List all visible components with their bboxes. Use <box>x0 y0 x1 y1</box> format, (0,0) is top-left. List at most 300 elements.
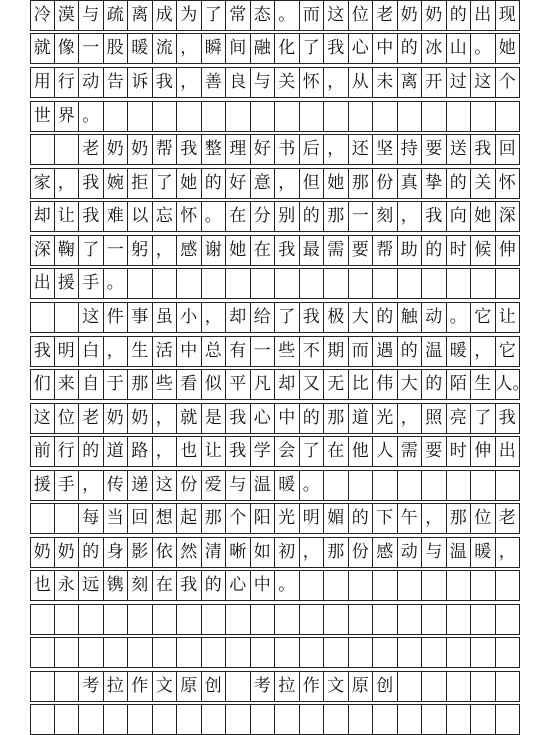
grid-cell: 刻 <box>373 201 398 232</box>
grid-cell: 初 <box>275 537 300 568</box>
grid-cell: 温 <box>447 537 472 568</box>
grid-cell: 这 <box>153 470 178 501</box>
grid-cell: 有 <box>226 336 251 367</box>
grid-cell <box>422 268 447 299</box>
grid-row <box>30 101 520 132</box>
grid-row <box>30 403 520 434</box>
grid-cell <box>177 604 202 635</box>
grid-cell: 原 <box>177 671 202 702</box>
grid-cell: 那 <box>324 201 349 232</box>
grid-cell: 生 <box>128 336 153 367</box>
grid-cell: 一 <box>251 336 276 367</box>
grid-cell <box>55 637 80 668</box>
grid-cell <box>349 704 374 735</box>
grid-cell: 创 <box>373 671 398 702</box>
grid-cell: 暖 <box>471 537 496 568</box>
grid-cell <box>422 604 447 635</box>
grid-cell: 人 <box>373 436 398 467</box>
grid-cell: 融 <box>251 33 276 64</box>
grid-cell <box>422 101 447 132</box>
grid-cell: 陌 <box>447 369 472 400</box>
grid-cell: 位 <box>55 403 80 434</box>
grid-cell: 我 <box>79 168 104 199</box>
grid-cell <box>251 268 276 299</box>
grid-cell: 当 <box>104 503 129 534</box>
grid-cell: 永 <box>55 570 80 601</box>
grid-cell: 关 <box>275 67 300 98</box>
grid-cell <box>55 604 80 635</box>
grid-cell: 回 <box>496 134 521 165</box>
grid-cell: 们 <box>30 369 55 400</box>
grid-cell: 温 <box>251 470 276 501</box>
grid-row <box>30 302 520 333</box>
grid-cell <box>153 268 178 299</box>
grid-cell <box>202 268 227 299</box>
grid-cell: 暖 <box>128 33 153 64</box>
grid-cell: 。 <box>104 268 129 299</box>
grid-cell <box>30 503 55 534</box>
grid-cell <box>471 604 496 635</box>
grid-cell: 我 <box>275 235 300 266</box>
grid-cell: 些 <box>153 369 178 400</box>
grid-cell <box>447 470 472 501</box>
grid-cell: 比 <box>349 369 374 400</box>
grid-cell: 中 <box>251 570 276 601</box>
grid-cell: 现 <box>496 0 521 31</box>
grid-row <box>30 67 520 98</box>
grid-cell: 传 <box>104 470 129 501</box>
grid-cell: 身 <box>104 537 129 568</box>
grid-cell <box>79 704 104 735</box>
grid-cell: 那 <box>202 503 227 534</box>
grid-cell: 帮 <box>373 235 398 266</box>
grid-cell <box>300 637 325 668</box>
grid-cell <box>251 637 276 668</box>
grid-cell <box>471 101 496 132</box>
grid-cell: 了 <box>202 0 227 31</box>
grid-cell <box>177 704 202 735</box>
grid-cell: 要 <box>422 134 447 165</box>
grid-cell <box>471 704 496 735</box>
grid-cell: 我 <box>153 67 178 98</box>
grid-row <box>30 168 520 199</box>
grid-cell: 明 <box>55 336 80 367</box>
grid-cell: 的 <box>79 436 104 467</box>
grid-cell: 依 <box>153 537 178 568</box>
grid-cell <box>202 101 227 132</box>
grid-cell: 于 <box>104 369 129 400</box>
grid-cell: 。 <box>300 470 325 501</box>
grid-cell: 一 <box>79 33 104 64</box>
grid-cell <box>177 268 202 299</box>
grid-cell <box>324 470 349 501</box>
grid-cell: 。 <box>275 570 300 601</box>
grid-cell <box>349 570 374 601</box>
grid-cell: ， <box>202 302 227 333</box>
grid-cell: 活 <box>153 336 178 367</box>
grid-cell <box>422 637 447 668</box>
grid-cell: 晰 <box>226 537 251 568</box>
grid-cell: 我 <box>177 570 202 601</box>
grid-cell: 分 <box>251 201 276 232</box>
grid-cell: 的 <box>422 369 447 400</box>
grid-cell <box>300 604 325 635</box>
grid-cell: 又 <box>300 369 325 400</box>
grid-cell: 我 <box>177 134 202 165</box>
grid-cell: 未 <box>373 67 398 98</box>
grid-cell: 路 <box>128 436 153 467</box>
grid-cell: 人。 <box>496 369 521 400</box>
grid-cell <box>177 101 202 132</box>
grid-cell: 过 <box>447 67 472 98</box>
grid-cell: 想 <box>153 503 178 534</box>
grid-cell: 而 <box>300 0 325 31</box>
grid-cell <box>373 101 398 132</box>
grid-cell <box>30 704 55 735</box>
grid-cell: 老 <box>373 0 398 31</box>
grid-cell <box>324 570 349 601</box>
grid-cell: 原 <box>349 671 374 702</box>
grid-cell <box>153 637 178 668</box>
grid-cell <box>275 268 300 299</box>
grid-cell <box>324 704 349 735</box>
grid-cell <box>104 604 129 635</box>
grid-cell: 明 <box>300 503 325 534</box>
grid-cell: 后 <box>300 134 325 165</box>
grid-cell <box>422 570 447 601</box>
grid-cell: 触 <box>398 302 423 333</box>
grid-cell <box>128 604 153 635</box>
grid-row <box>30 369 530 400</box>
grid-cell: 奶 <box>104 134 129 165</box>
grid-cell <box>104 637 129 668</box>
grid-cell: 而 <box>349 336 374 367</box>
grid-cell: 递 <box>128 470 153 501</box>
grid-cell: 要 <box>349 235 374 266</box>
grid-cell: 了 <box>79 235 104 266</box>
grid-cell: ， <box>153 436 178 467</box>
grid-cell <box>128 704 153 735</box>
grid-cell: 拉 <box>104 671 129 702</box>
grid-cell: 动 <box>422 302 447 333</box>
grid-cell: 回 <box>128 503 153 534</box>
grid-cell: 。 <box>202 201 227 232</box>
grid-cell: 媚 <box>324 503 349 534</box>
grid-cell: 极 <box>324 302 349 333</box>
grid-cell: 间 <box>226 33 251 64</box>
grid-cell: 。 <box>447 302 472 333</box>
grid-cell: ， <box>398 201 423 232</box>
grid-cell: 漠 <box>55 0 80 31</box>
grid-cell: 出 <box>30 268 55 299</box>
grid-cell <box>422 671 447 702</box>
grid-cell: 平 <box>226 369 251 400</box>
grid-row <box>30 570 520 601</box>
grid-cell <box>324 268 349 299</box>
grid-cell: 看 <box>177 369 202 400</box>
grid-cell: 真 <box>398 168 423 199</box>
grid-row <box>30 637 520 668</box>
grid-cell: 照 <box>422 403 447 434</box>
grid-cell: 良 <box>226 67 251 98</box>
grid-cell <box>471 470 496 501</box>
grid-cell: 份 <box>349 537 374 568</box>
grid-cell: 需 <box>324 235 349 266</box>
grid-cell: 别 <box>275 201 300 232</box>
grid-cell: 温 <box>422 336 447 367</box>
grid-cell: 坚 <box>373 134 398 165</box>
grid-cell: 前 <box>30 436 55 467</box>
grid-cell <box>471 637 496 668</box>
grid-cell: 与 <box>226 470 251 501</box>
grid-cell: ， <box>324 67 349 98</box>
grid-cell: 行 <box>55 67 80 98</box>
grid-cell <box>300 704 325 735</box>
grid-cell: 态 <box>251 0 276 31</box>
grid-cell: 这 <box>79 302 104 333</box>
grid-cell: 的 <box>398 33 423 64</box>
grid-cell: 要 <box>422 436 447 467</box>
grid-cell: 自 <box>79 369 104 400</box>
grid-cell: 的 <box>202 168 227 199</box>
grid-cell: 她 <box>471 201 496 232</box>
grid-cell: 。 <box>471 33 496 64</box>
grid-cell: 了 <box>471 403 496 434</box>
grid-cell: 界 <box>55 101 80 132</box>
grid-cell: 意 <box>251 168 276 199</box>
grid-cell: 谢 <box>202 235 227 266</box>
grid-cell: 不 <box>300 336 325 367</box>
grid-cell: 怀 <box>177 201 202 232</box>
grid-cell: 老 <box>496 503 521 534</box>
grid-cell: 镌 <box>104 570 129 601</box>
grid-cell <box>496 570 521 601</box>
grid-cell <box>226 101 251 132</box>
grid-cell: 创 <box>202 671 227 702</box>
grid-cell: 影 <box>128 537 153 568</box>
grid-row <box>30 604 520 635</box>
grid-cell: 我 <box>226 403 251 434</box>
grid-cell <box>496 604 521 635</box>
grid-cell: 怀 <box>300 67 325 98</box>
grid-cell: 在 <box>251 235 276 266</box>
grid-cell: 的 <box>79 537 104 568</box>
grid-cell <box>447 268 472 299</box>
grid-cell: 让 <box>496 302 521 333</box>
grid-cell: 却 <box>30 201 55 232</box>
grid-cell: 与 <box>251 67 276 98</box>
grid-cell: 感 <box>177 235 202 266</box>
grid-cell: 来 <box>55 369 80 400</box>
grid-row <box>30 503 520 534</box>
grid-cell <box>349 470 374 501</box>
grid-cell <box>226 268 251 299</box>
grid-cell: 的 <box>349 503 374 534</box>
grid-cell: 怀 <box>496 168 521 199</box>
grid-cell: 了 <box>153 168 178 199</box>
grid-cell <box>447 101 472 132</box>
grid-cell: 在 <box>153 570 178 601</box>
grid-cell: 似 <box>202 369 227 400</box>
grid-cell <box>398 268 423 299</box>
grid-cell <box>496 671 521 702</box>
grid-cell: 件 <box>104 302 129 333</box>
grid-cell: 心 <box>349 33 374 64</box>
grid-cell: 道 <box>104 436 129 467</box>
grid-cell: 她 <box>226 235 251 266</box>
grid-cell: 她 <box>177 168 202 199</box>
grid-cell: 老 <box>79 134 104 165</box>
grid-cell: 大 <box>398 369 423 400</box>
grid-cell: 也 <box>30 570 55 601</box>
grid-cell: 候 <box>471 235 496 266</box>
grid-cell: 的 <box>300 403 325 434</box>
grid-cell: 位 <box>471 503 496 534</box>
grid-cell: 凡 <box>251 369 276 400</box>
grid-cell: 我 <box>496 403 521 434</box>
grid-cell: 她 <box>496 33 521 64</box>
grid-cell: 让 <box>55 201 80 232</box>
grid-cell: 冰 <box>422 33 447 64</box>
grid-cell <box>447 637 472 668</box>
grid-cell <box>324 101 349 132</box>
grid-cell: 让 <box>202 436 227 467</box>
grid-cell: 光 <box>373 403 398 434</box>
grid-cell: 奶 <box>55 537 80 568</box>
grid-cell: 最 <box>300 235 325 266</box>
grid-cell: ， <box>398 403 423 434</box>
grid-cell <box>128 101 153 132</box>
grid-cell: ， <box>471 336 496 367</box>
grid-cell: 以 <box>128 201 153 232</box>
grid-cell: 中 <box>275 403 300 434</box>
grid-cell: 持 <box>398 134 423 165</box>
grid-cell: 奶 <box>128 134 153 165</box>
grid-cell: 却 <box>275 369 300 400</box>
grid-cell: 下 <box>373 503 398 534</box>
grid-cell: 那 <box>324 537 349 568</box>
grid-cell: ， <box>153 403 178 434</box>
grid-cell: 疏 <box>104 0 129 31</box>
grid-cell: 中 <box>373 33 398 64</box>
grid-cell: 无 <box>324 369 349 400</box>
grid-cell <box>373 268 398 299</box>
grid-cell: 刻 <box>128 570 153 601</box>
grid-cell: 个 <box>226 503 251 534</box>
grid-cell <box>251 704 276 735</box>
grid-cell: 了 <box>300 436 325 467</box>
grid-cell: 流 <box>153 33 178 64</box>
grid-cell <box>471 268 496 299</box>
grid-cell <box>447 604 472 635</box>
grid-cell <box>30 302 55 333</box>
grid-cell: 拒 <box>128 168 153 199</box>
grid-row <box>30 671 520 702</box>
grid-cell <box>202 704 227 735</box>
grid-cell: 的 <box>447 0 472 31</box>
grid-cell: 就 <box>30 33 55 64</box>
grid-cell: 行 <box>55 436 80 467</box>
grid-row <box>30 201 520 232</box>
grid-cell <box>30 637 55 668</box>
grid-cell: 与 <box>422 537 447 568</box>
grid-cell <box>202 604 227 635</box>
grid-cell: 中 <box>177 336 202 367</box>
grid-cell: 感 <box>373 537 398 568</box>
grid-cell: 深 <box>496 201 521 232</box>
grid-cell <box>349 101 374 132</box>
grid-cell: 拉 <box>275 671 300 702</box>
grid-cell: 那 <box>349 168 374 199</box>
grid-cell <box>79 604 104 635</box>
grid-row <box>30 336 520 367</box>
grid-cell <box>300 101 325 132</box>
grid-cell <box>300 268 325 299</box>
grid-cell: 如 <box>251 537 276 568</box>
grid-cell: 却 <box>226 302 251 333</box>
grid-cell <box>398 101 423 132</box>
grid-cell: ， <box>104 336 129 367</box>
grid-row <box>30 33 520 64</box>
grid-cell <box>226 637 251 668</box>
grid-cell: 关 <box>471 168 496 199</box>
grid-cell: 白 <box>79 336 104 367</box>
grid-cell: 我 <box>226 436 251 467</box>
grid-cell: 远 <box>79 570 104 601</box>
grid-cell <box>153 604 178 635</box>
grid-cell: 生 <box>471 369 496 400</box>
grid-cell: 这 <box>30 403 55 434</box>
grid-cell: 它 <box>496 336 521 367</box>
grid-cell: 的 <box>300 201 325 232</box>
grid-cell <box>275 704 300 735</box>
grid-cell <box>30 134 55 165</box>
grid-cell <box>496 101 521 132</box>
grid-cell: 鞠 <box>55 235 80 266</box>
grid-cell <box>398 704 423 735</box>
grid-cell <box>128 268 153 299</box>
grid-cell <box>471 570 496 601</box>
grid-cell: 的 <box>398 336 423 367</box>
grid-cell <box>55 503 80 534</box>
grid-cell <box>202 637 227 668</box>
grid-cell: 些 <box>275 336 300 367</box>
grid-cell: 化 <box>275 33 300 64</box>
grid-cell: ， <box>79 470 104 501</box>
grid-cell <box>30 671 55 702</box>
grid-cell: 作 <box>300 671 325 702</box>
grid-cell: 光 <box>275 503 300 534</box>
grid-cell: 整 <box>202 134 227 165</box>
grid-cell: ， <box>177 33 202 64</box>
grid-cell: ， <box>55 168 80 199</box>
grid-cell: 世 <box>30 101 55 132</box>
grid-cell: 在 <box>226 201 251 232</box>
grid-cell <box>128 637 153 668</box>
grid-cell <box>373 704 398 735</box>
grid-cell: 助 <box>398 235 423 266</box>
grid-cell: 手 <box>79 268 104 299</box>
grid-cell <box>55 134 80 165</box>
grid-cell <box>349 604 374 635</box>
grid-cell: 我 <box>471 134 496 165</box>
grid-cell: 。 <box>275 0 300 31</box>
grid-cell: 动 <box>79 67 104 98</box>
grid-cell: 瞬 <box>202 33 227 64</box>
grid-cell: 个 <box>496 67 521 98</box>
grid-cell: 每 <box>79 503 104 534</box>
grid-cell: 动 <box>398 537 423 568</box>
